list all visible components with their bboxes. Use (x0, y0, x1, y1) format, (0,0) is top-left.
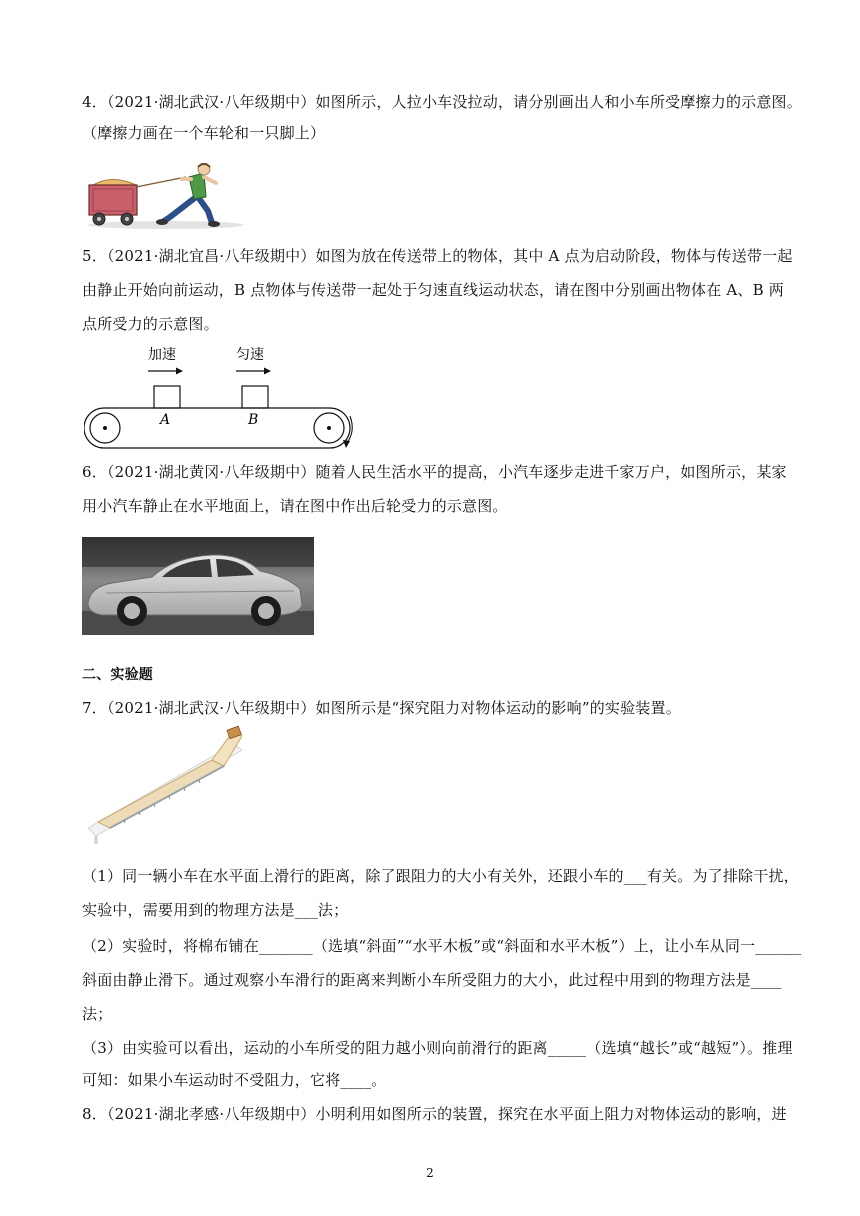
q4-figure-person-pulling-cart (86, 163, 246, 231)
point-a-label: A (160, 412, 171, 428)
object-a-box (154, 386, 180, 408)
q7-part2-line-b: 斜面由静止滑下。通过观察小车滑行的距离来判断小车所受阻力的大小，此过程中用到的物理方法是____ (82, 971, 782, 989)
q7-part1-line-a: （1）同一辆小车在水平面上滑行的距离，除了跟阻力的大小有关外，还跟小车的___有关。为了排除干扰， (82, 867, 799, 885)
incline-apparatus-illustration (84, 724, 242, 844)
q6-line-2: 用小汽车静止在水平地面上，请在图中作出后轮受力的示意图。 (82, 497, 508, 515)
q4-line-1: 4．（2021·湖北武汉·八年级期中）如图所示，人拉小车没拉动，请分别画出人和小车所受摩擦力的示意图。 (82, 93, 802, 111)
q7-part2-line-c: 法； (82, 1005, 113, 1023)
q7-figure-incline-apparatus (84, 724, 242, 844)
section-heading-experiments: 二、实验题 (82, 667, 153, 683)
q7-line-1: 7．（2021·湖北武汉·八年级期中）如图所示是“探究阻力对物体运动的影响”的实验装置。 (82, 699, 681, 717)
q5-line-1: 5．（2021·湖北宜昌·八年级期中）如图为放在传送带上的物体，其中 A 点为启动阶段，物体与传送带一起 (82, 247, 793, 265)
person-pulling-cart-illustration (86, 163, 246, 231)
q7-part3-line-a: （3）由实验可以看出，运动的小车所受的阻力越小则向前滑行的距离_____（选填“越长”或“越短”）。推理 (82, 1039, 793, 1057)
q8-line-1: 8．（2021·湖北孝感·八年级期中）小明利用如图所示的装置，探究在水平面上阻力对物体运动的影响，进 (82, 1105, 787, 1123)
conveyor-belt-diagram (84, 340, 360, 456)
q7-part3-line-b: 可知：如果小车运动时不受阻力，它将____。 (82, 1071, 387, 1089)
arrow-uniform-icon (264, 368, 271, 375)
q4-line-2: （摩擦力画在一个车轮和一只脚上） (82, 124, 326, 142)
q5-line-2: 由静止开始向前运动，B 点物体与传送带一起处于匀速直线运动状态，请在图中分别画出物体在 A、B 两 (82, 281, 784, 299)
q7-part2-line-a: （2）实验时，将棉布铺在_______（选填“斜面”“水平木板”或“斜面和水平木板”）上，让小车从同一______ (82, 937, 802, 955)
q7-part1-line-b: 实验中，需要用到的物理方法是___法； (82, 901, 349, 919)
label-accel: 加速 (148, 347, 176, 363)
page-number: 2 (426, 1166, 434, 1180)
q5-figure-conveyor-belt (84, 340, 360, 456)
arrow-accel-icon (176, 368, 183, 375)
q6-line-1: 6．（2021·湖北黄冈·八年级期中）随着人民生活水平的提高，小汽车逐步走进千家万户，如图所示，某家 (82, 463, 787, 481)
q5-line-3: 点所受力的示意图。 (82, 315, 219, 333)
label-uniform: 匀速 (236, 347, 264, 363)
q6-figure-car-photo (82, 537, 314, 635)
object-b-box (242, 386, 268, 408)
parked-car-photo (82, 537, 314, 635)
point-b-label: B (248, 412, 259, 428)
rotation-arrow-icon (343, 440, 350, 448)
